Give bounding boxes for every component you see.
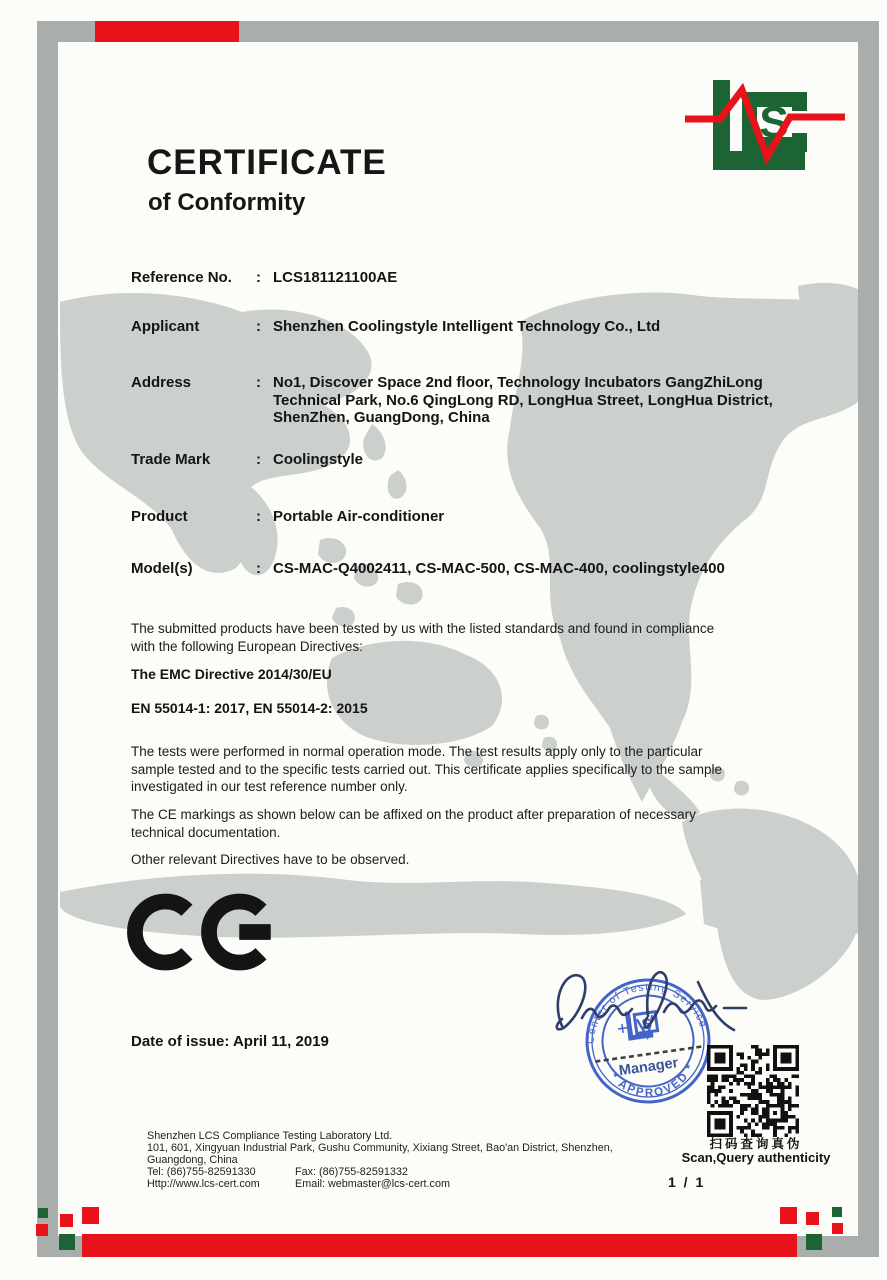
field-trade-mark [131,451,363,468]
footer-tel-fax [147,1166,707,1178]
ce-mark [130,888,280,976]
ornament-square [36,1224,48,1236]
text-line: investigated in our test reference number only. [131,779,408,794]
field-colon: : [256,508,261,525]
field-models [131,560,725,577]
footer-address-line: 101, 601, Xingyuan Industrial Park, Gushu Community, Xixiang Street, Bao'an District, Shenzhen, [147,1142,613,1154]
field-value: CS-MAC-Q4002411, CS-MAC-500, CS-MAC-400, coolingstyle400 [273,560,725,577]
frame-top-red-segment [95,21,239,42]
footer-tel: Tel: (86)755-82591330 [147,1166,256,1178]
lcs-logo [683,75,853,175]
field-value [273,374,773,427]
text-line: sample tested and to the specific tests carried out. This certificate applies specifically to the sample [131,761,723,777]
field-product [131,508,444,525]
field-label: Applicant [131,318,200,335]
stamp-ring-bottom-text: * APPROVED * [607,1061,698,1100]
address-line: Technical Park, No.6 QingLong RD, LongHua Street, LongHua District, [273,391,773,409]
field-label: Reference No. [131,269,232,286]
field-value: LCS181121100AE [273,269,398,286]
emc-directive: The EMC Directive 2014/30/EU [131,666,332,682]
field-label: Product [131,508,188,525]
text-line: The CE markings as shown below can be affixed on the product after preparation of necessary [131,807,696,822]
ornament-square [38,1208,48,1218]
frame-bottom-red-bar [82,1234,797,1257]
stamp-manager-text: Manager [618,1055,680,1080]
footer-block [147,1130,707,1190]
footer-fax: Fax: (86)755-82591332 [295,1166,408,1178]
stamp-logo-letter-s: S [640,1015,653,1034]
qr-code [707,1045,799,1137]
field-label: Model(s) [131,560,193,577]
field-reference-no [131,269,397,286]
signature [548,964,753,1049]
logo-letter-s: S [759,98,789,147]
address-line: ShenZhen, GuangDong, China [273,409,490,426]
title-block [147,143,387,217]
field-colon: : [256,318,261,335]
ornament-square [832,1223,843,1234]
ornament-square [60,1214,73,1227]
address-line: No1, Discover Space 2nd floor, Technology Incubators GangZhiLong [273,374,763,391]
paragraph-other-directives: Other relevant Directives have to be observed. [131,852,410,867]
footer-web: Http://www.lcs-cert.com [147,1178,260,1190]
field-address [131,374,773,427]
field-value: Coolingstyle [273,451,364,468]
field-colon: : [256,269,261,286]
text-line: with the following European Directives: [131,638,363,654]
paragraph-intro [131,620,714,655]
field-value: Portable Air-conditioner [273,508,445,525]
ornament-square [59,1234,75,1250]
field-label: Address [131,374,192,391]
qr-caption-english: Scan,Query authenticity [681,1150,831,1165]
standards: EN 55014-1: 2017, EN 55014-2: 2015 [131,700,368,716]
certificate-subtitle: of Conformity [148,189,306,216]
footer-email: Email: webmaster@lcs-cert.com [295,1178,450,1190]
paragraph-ce-markings [131,806,696,841]
stamp-ring-top-text: Center of Testing Service [584,981,710,1045]
certificate-title: CERTIFICATE [147,143,387,182]
qr-caption-chinese: 扫码查询真伪 [709,1137,803,1151]
ornament-square [82,1207,99,1224]
text-line: technical documentation. [131,824,281,840]
logo-l-horizontal [713,151,805,170]
footer-company: Shenzhen LCS Compliance Testing Laboratory Ltd. [147,1130,393,1142]
ornament-square [832,1207,842,1217]
field-colon: : [256,451,261,468]
footer-web-email [147,1178,707,1190]
date-of-issue: Date of issue: April 11, 2019 [131,1033,329,1050]
footer-address-line: Guangdong, China [147,1154,238,1166]
ornament-square [806,1212,819,1225]
text-line: The tests were performed in normal operation mode. The test results apply only to the particular [131,744,703,759]
frame-right [858,21,879,1257]
ornament-square [806,1234,822,1250]
page-number: 1 / 1 [668,1174,706,1190]
frame-left [37,21,58,1257]
field-label: Trade Mark [131,451,211,468]
ornament-square [780,1207,797,1224]
field-colon: : [256,374,261,391]
paragraph-tests [131,743,722,796]
field-value: Shenzhen Coolingstyle Intelligent Technology Co., Ltd [273,318,661,335]
field-colon: : [256,560,261,577]
text-line: The submitted products have been tested by us with the listed standards and found in compliance [131,621,715,636]
field-applicant [131,318,660,335]
